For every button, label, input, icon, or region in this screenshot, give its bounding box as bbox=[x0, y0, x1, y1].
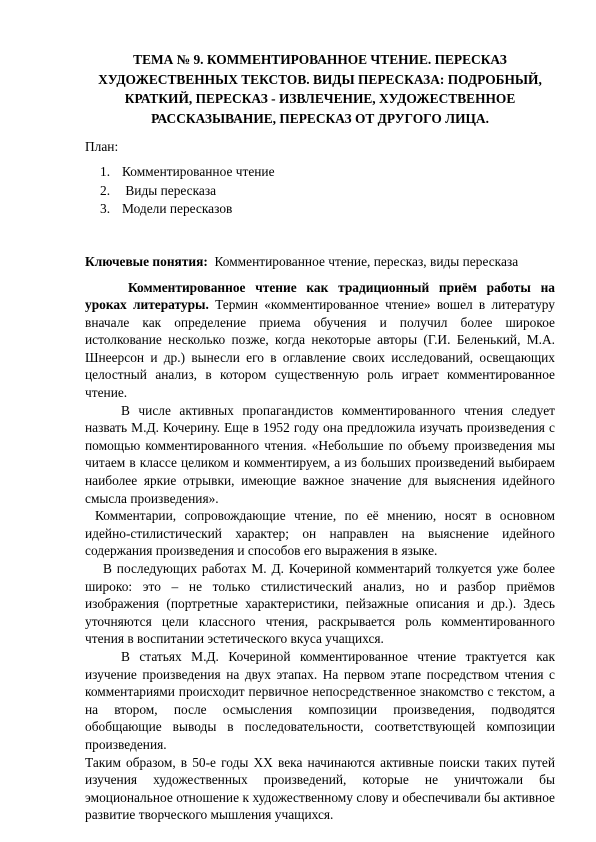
plan-item bbox=[85, 200, 555, 219]
plan-label: План: bbox=[85, 139, 119, 154]
paragraph-1-heading: Комментированное чтение как традиционный приём работы на уроках литературы. bbox=[85, 279, 555, 313]
plan-item-number: 2. bbox=[100, 182, 111, 198]
plan-item-number: 3. bbox=[100, 201, 111, 216]
key-concepts bbox=[85, 253, 555, 271]
paragraph-3: Комментарии, сопровождающие чтение, по её мнению, носят в основном идейно-стилистический характер; он направлен на выяснение идейного содержания произведения и способов его выражения в языке. bbox=[85, 508, 555, 559]
plan-item bbox=[85, 182, 555, 201]
plan-list bbox=[85, 163, 555, 219]
paragraph-2: В числе активных пропагандистов комментированного чтения следует назвать М.Д. Кочерину. Еще в 1952 году она предложила изучать произведения с помощью комментированного чтения. «Небольшие по объему произведения мы читаем в классе целиком и комментируем, а из больших произведений выбираем наиболее яркие отрывки, имеющие важное значение для выяснения идейного смысла произведения». bbox=[85, 402, 555, 506]
document-page bbox=[85, 50, 555, 824]
plan-item-text: Комментированное чтение bbox=[122, 164, 275, 179]
key-concepts-label: Ключевые понятия: bbox=[85, 253, 208, 269]
paragraph-6: Таким образом, в 50-е годы XX века начинаются активные поиски таких путей изучения художественных произведений, которые не уничтожали бы эмоциональное отношение к художественному слову и обеспечивали бы активное развитие творческого мышления учащихся. bbox=[85, 754, 555, 823]
key-concepts-text: Комментированное чтение, пересказ, виды пересказа bbox=[207, 253, 519, 269]
paragraph-1 bbox=[85, 279, 555, 402]
document-title: ТЕМА № 9. КОММЕНТИРОВАННОЕ ЧТЕНИЕ. ПЕРЕСКАЗ ХУДОЖЕСТВЕННЫХ ТЕКСТОВ. ВИДЫ ПЕРЕСКАЗА: ПОДРОБНЫЙ, КРАТКИЙ, ПЕРЕСКАЗ - ИЗВЛЕЧЕНИЕ, ХУДОЖЕСТВЕННОЕ РАССКАЗЫВАНИЕ, ПЕРЕСКАЗ ОТ ДРУГОГО ЛИЦА. bbox=[98, 52, 542, 126]
paragraph-5: В статьях М.Д. Кочериной комментированное чтение трактуется как изучение произведения на двух этапах. На первом этапе посредством чтения с комментариями происходит первичное непосредственное знакомство с текстом, а на втором, после осмысления композиции произведения, подводятся обобщающие выводы в последовательности, соответствующей композиции произведения. bbox=[85, 648, 555, 752]
paragraph-4: В последующих работах М. Д. Кочериной комментарий толкуется уже более широко: это – не только стилистический анализ, но и разбор приёмов изображения (портретные характеристики, пейзажные описания и др.). Здесь уточняются цели классного чтения, раскрывается роль комментированного чтения в воспитании эстетического вкуса учащихся. bbox=[85, 561, 555, 647]
plan-item bbox=[85, 163, 555, 182]
plan-item-text: Модели пересказов bbox=[122, 201, 233, 216]
paragraph-1-text: Термин «комментированное чтение» вошел в литературу вначале как определение приема обучения и получил более широкое истолкование несколько позже, когда некоторые авторы (Г.И. Беленький, М.А. Шнеерсон и др.) вынесли его в оглавление своих исследований, освещающих целостный анализ, в котором существенную роль играет комментированное чтение. bbox=[85, 297, 555, 401]
plan-item-text: Виды пересказа bbox=[122, 182, 217, 198]
plan-item-number: 1. bbox=[100, 164, 111, 179]
